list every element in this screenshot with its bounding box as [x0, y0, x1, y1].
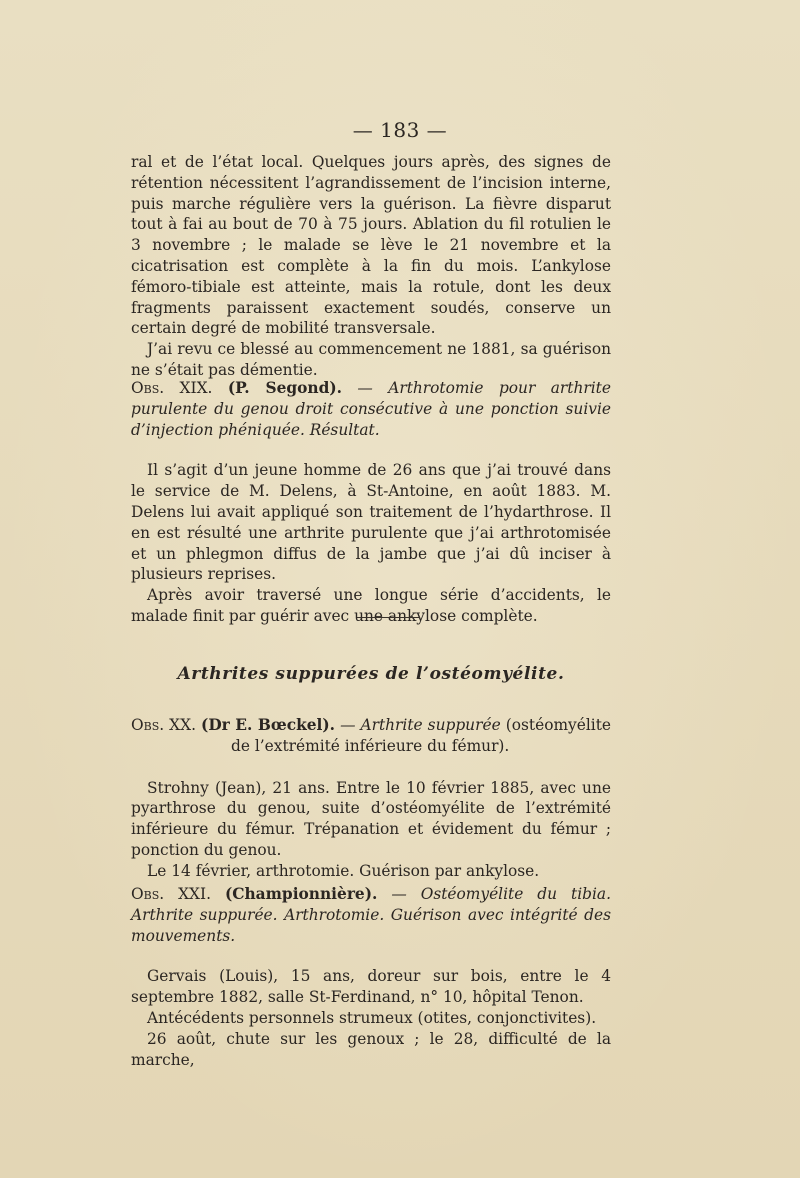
observation-21-paragraph-1: Gervais (Louis), 15 ans, doreur sur bois, entre le 4 septembre 1882, salle St-Ferdinand, n° 10, hôpital Tenon.: [131, 967, 611, 1007]
section-heading: Arthrites suppurées de l’ostéomyélite.: [177, 664, 565, 684]
page-number: — 183 —: [352, 118, 448, 142]
observation-19-label: Obs. XIX.: [131, 379, 213, 397]
observation-20-heading: [131, 715, 611, 757]
observation-20-author: (Dr E. Bœckel).: [201, 716, 336, 734]
observation-21-label: Obs. XXI.: [131, 885, 211, 903]
observation-21: [131, 884, 611, 1070]
intro-paragraph-2: J’ai revu ce blessé au commencement ne 1881, sa guérison ne s’était pas démentie.: [131, 340, 611, 379]
observation-20: [131, 715, 611, 882]
observation-21-heading: [131, 884, 611, 946]
observation-19-title: — Arthrotomie pour arthrite purulente du genou droit consécutive à une ponction suivie d’injection phéniquée. Résultat.: [131, 379, 611, 439]
observation-19-paragraph-2: Après avoir traversé une longue série d’accidents, le malade finit par guérir avec une ankylose complète.: [131, 586, 611, 625]
section-divider: [357, 617, 420, 618]
observation-20-paragraph-1: Strohny (Jean), 21 ans. Entre le 10 février 1885, avec une pyarthrose du genou, suite d’ostéomyélite de l’extrémité inférieure du fémur. Trépanation et évidement du fémur ; ponction du genou.: [131, 778, 611, 859]
observation-19-paragraph-1: Il s’agit d’un jeune homme de 26 ans que j’ai trouvé dans le service de M. Delens, à St-Antoine, en août 1883. M. Delens lui avait appliqué son traitement de l’hydarthrose. Il en est résulté une arthrite purulente que j’ai arthrotomisée et un phlegmon diffus de la jambe que j’ai dû inciser à plusieurs reprises.: [131, 461, 611, 584]
observation-21-paragraph-2: Antécédents personnels strumeux (otites, conjonctivites).: [147, 1008, 597, 1027]
observation-19-author: (P. Segond).: [227, 379, 342, 397]
observation-20-title: — Arthrite suppurée: [340, 716, 501, 734]
observation-19: [131, 378, 611, 627]
observation-20-paragraph-2: Le 14 février, arthrotomie. Guérison par ankylose.: [147, 861, 540, 880]
observation-19-heading: [131, 378, 611, 440]
intro-text: [131, 152, 611, 381]
intro-paragraph-1: ral et de l’état local. Quelques jours après, des signes de rétention nécessitent l’agrandissement de l’incision interne, puis marche régulière vers la guérison. La fièvre disparut tout à fai au bout de 70 à 75 jours. Ablation du fil rotulien le 3 novembre ; le malade se lève le 21 novembre et la cicatrisation est complète à la fin du mois. L’ankylose fémoro-tibiale est atteinte, mais la rotule, dont les deux fragments paraissent exactement soudés, conserve un certain degré de mobilité transversale.: [131, 153, 611, 338]
observation-21-author: (Championnière).: [224, 885, 378, 903]
observation-21-paragraph-3: 26 août, chute sur les genoux ; le 28, difficulté de la marche,: [131, 1029, 611, 1069]
observation-21-title: — Ostéomyélite du tibia. Arthrite suppurée. Arthrotomie. Guérison avec intégrité des mouvements.: [131, 885, 611, 945]
observation-20-title-rest: (ostéomyélite de l’extrémité inférieure du fémur).: [231, 716, 611, 755]
observation-20-label: Obs. XX.: [131, 716, 196, 734]
